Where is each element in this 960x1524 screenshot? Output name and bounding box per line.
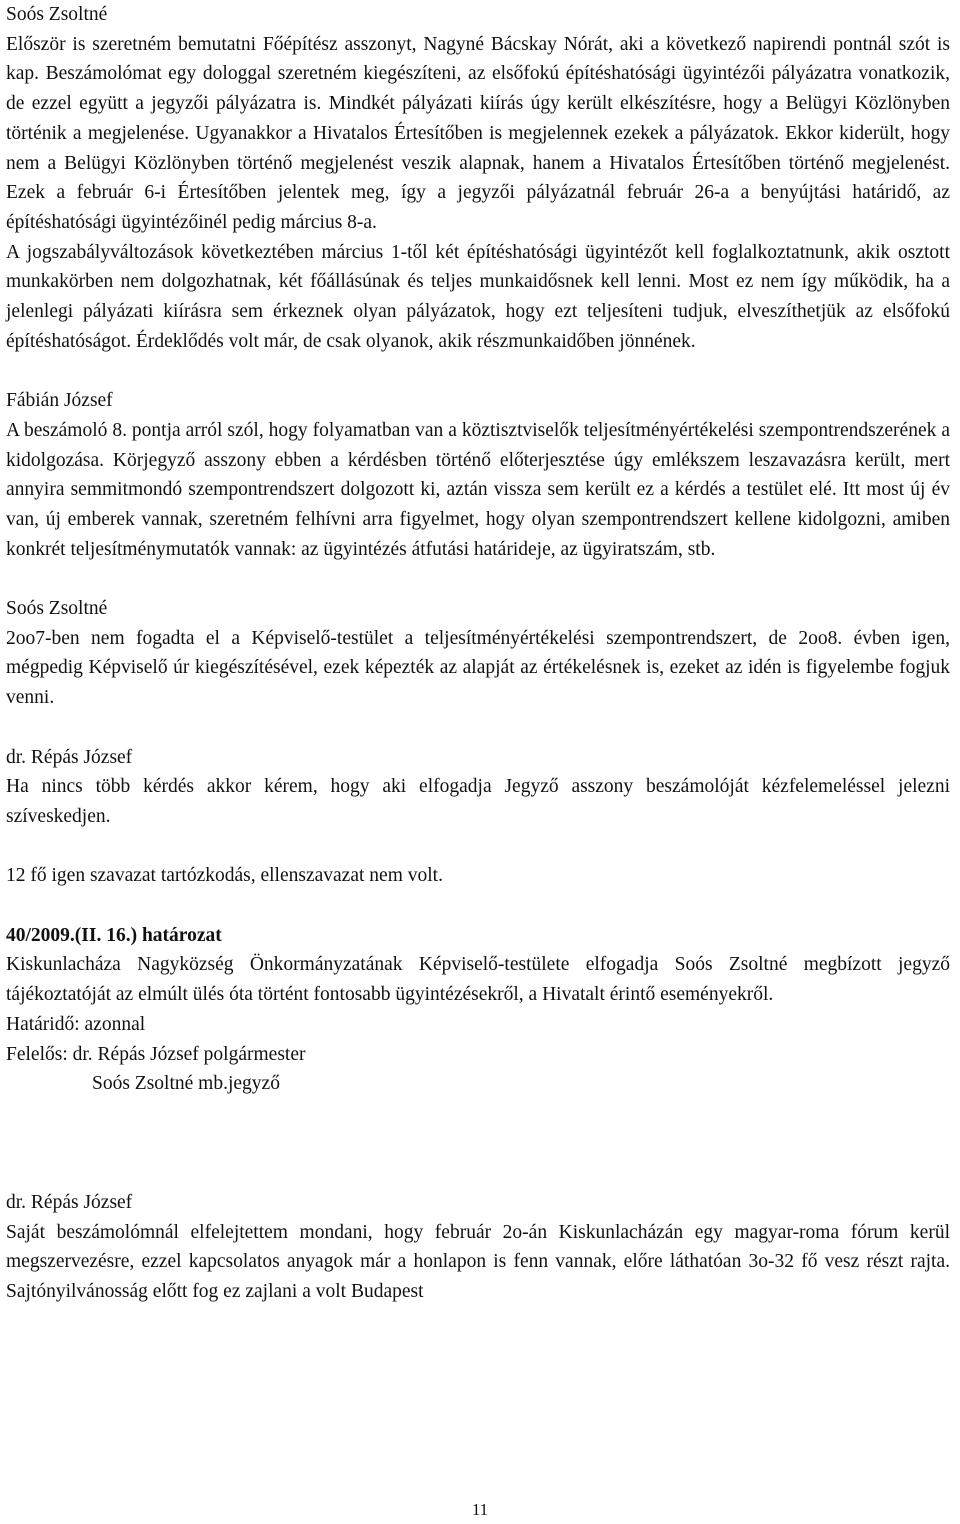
- speaker-name: Soós Zsoltné: [6, 598, 108, 620]
- speech-paragraph: Ha nincs több kérdés akkor kérem, hogy aki elfogadja Jegyző asszony beszámolóját kézfelemeléssel jelezni szíveskedjen.: [6, 776, 950, 827]
- vote-result: 12 fő igen szavazat tartózkodás, ellenszavazat nem volt.: [6, 865, 443, 887]
- paragraph-gap: [6, 713, 950, 743]
- speaker-name: Fábián József: [6, 390, 113, 412]
- resolution-responsible: Felelős: dr. Répás József polgármester: [6, 1043, 306, 1065]
- speech-paragraph: A beszámoló 8. pontja arról szól, hogy folyamatban van a köztisztviselők teljesítményértékelési szempontrendszerének a kidolgozása. Körjegyző asszony ebben a kérdésben történő előterjesztése úgy emlékszem leszavazásra került, mert annyira semmitmondó szempontrendszert dolgozott ki, aztán vissza sem került ez a kérdés a testület elé. Itt most új év van, új emberek vannak, szeretném felhívni arra figyelmet, hogy olyan szempontrendszert kellene kidolgozni, amiben konkrét teljesítménymutatók vannak: az ügyintézés átfutási határideje, az ügyiratszám, stb.: [6, 419, 950, 560]
- paragraph-gap: [6, 891, 950, 921]
- page-number: 11: [471, 1500, 489, 1519]
- resolution-deadline: Határidő: azonnal: [6, 1013, 146, 1035]
- speaker-name: dr. Répás József: [6, 746, 133, 768]
- speaker-name: Soós Zsoltné: [6, 4, 108, 25]
- paragraph-gap: [6, 1129, 950, 1159]
- speech-paragraph: Először is szeretném bemutatni Főépítész asszonyt, Nagyné Bácskay Nórát, aki a következő napirendi pontnál szót is kap. Beszámolómat egy dologgal szeretném kiegészíteni, az elsőfokú építéshatósági ügyintézői pályázatra vonatkozik, de ezzel együtt a jegyzői pályázatra is. Mindkét pályázati kiírás úgy került elkészítésre, hogy a Belügyi Közlönyben történik a megjelenése. Ugyanakkor a Hivatalos Értesítőben is megjelennek ezekek a pályázatok. Ekkor kiderült, hogy nem a Belügyi Közlönyben történő megjelenést veszik alapnak, hanem a Hivatalos Értesítőben történő megjelenést. Ezek a február 6-i Értesítőben jelentek meg, így a jegyzői pályázatnál február 26-a a benyújtási határidő, az építéshatósági ügyintézőinél pedig március 8-a.: [6, 33, 950, 233]
- paragraph-gap: [6, 1158, 950, 1188]
- speech-paragraph: A jogszabályváltozások következtében március 1-től két építéshatósági ügyintézőt kell foglalkoztatnunk, akik osztott munkakörben nem dolgozhatnak, két főállásúnak és teljes munkaidősnek kell lenni. Most ez nem így működik, ha a jelenlegi pályázati kiírásra sem érkeznek olyan pályázatok, hogy ezt teljesíteni tudjuk, elveszíthetjük az elsőfokú építéshatóságot. Érdeklődés volt már, de csak olyanok, akik részmunkaidőben jönnének.: [6, 241, 950, 352]
- paragraph-gap: [6, 564, 950, 594]
- resolution-responsible-2: Soós Zsoltné mb.jegyző: [92, 1073, 280, 1095]
- resolution-title: 40/2009.(II. 16.) határozat: [6, 924, 222, 946]
- document-page: [6, 0, 950, 1307]
- paragraph-gap: [6, 832, 950, 862]
- paragraph-gap: [6, 1099, 950, 1129]
- paragraph-gap: [6, 356, 950, 386]
- speech-paragraph: 2oo7-ben nem fogadta el a Képviselő-testület a teljesítményértékelési szempontrendszert, de 2oo8. évben igen, mégpedig Képviselő úr kiegészítésével, ezek képezték az alapját az értékelésnek is, ezeket az idén is figyelembe fogjuk venni.: [6, 627, 950, 709]
- speaker-name: dr. Répás József: [6, 1192, 133, 1213]
- resolution-text: Kiskunlacháza Nagyközség Önkormányzatának Képviselő-testülete elfogadja Soós Zsoltné megbízott jegyző tájékoztatóját az elmúlt ülés óta történt fontosabb ügyintézésekről, a Hivatalt érintő eseményekről.: [6, 954, 950, 1006]
- speech-paragraph: Saját beszámolómnál elfelejtettem mondani, hogy február 2o-án Kiskunlacházán egy magyar-roma fórum kerül megszervezésre, ezzel kapcsolatos anyagok már a honlapon is fenn vannak, előre láthatóan 3o-32 fő vesz részt rajta. Sajtónyilvánosság előtt fog ez zajlani a volt Budapest: [6, 1221, 950, 1303]
